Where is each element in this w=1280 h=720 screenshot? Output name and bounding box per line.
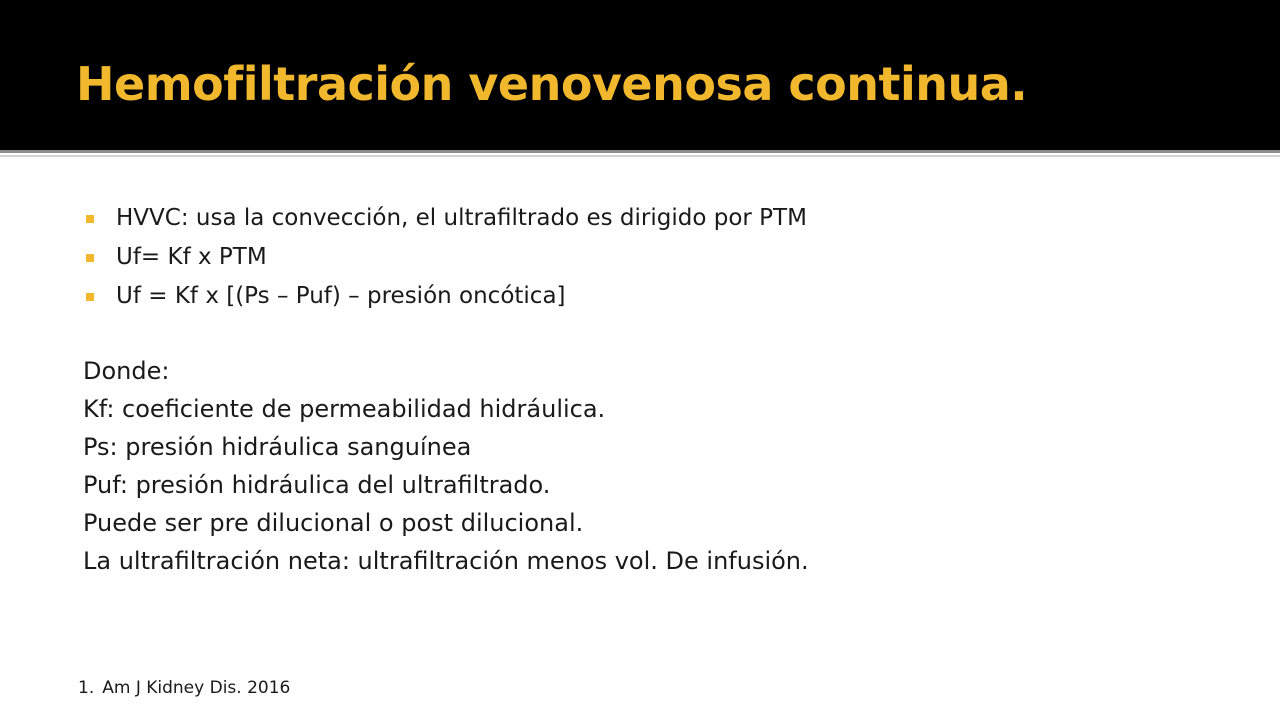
- square-bullet-icon: [86, 254, 94, 262]
- definitions-block: [83, 352, 809, 580]
- title-divider: [0, 150, 1280, 153]
- bullet-text: Uf = Kf x [(Ps – Puf) – presión oncótica]: [116, 283, 566, 309]
- dilution-note: Puede ser pre dilucional o post dilucional.: [83, 509, 584, 537]
- footnote-number: 1.: [78, 678, 95, 698]
- definition-puf: Puf: presión hidráulica del ultrafiltrado.: [83, 471, 551, 499]
- definition-kf: Kf: coeficiente de permeabilidad hidráulica.: [83, 395, 606, 423]
- definition-ps: Ps: presión hidráulica sanguínea: [83, 433, 472, 461]
- bullet-item: [84, 277, 807, 316]
- square-bullet-icon: [86, 215, 94, 223]
- square-bullet-icon: [86, 293, 94, 301]
- title-bar: [0, 0, 1280, 150]
- bullet-text: Uf= Kf x PTM: [116, 244, 267, 270]
- bullet-item: [84, 238, 807, 277]
- slide-title: Hemofiltración venovenosa continua.: [76, 57, 1028, 111]
- bullet-list: [84, 199, 807, 316]
- net-ultrafiltration-note: La ultrafiltración neta: ultrafiltración menos vol. De infusión.: [83, 547, 809, 575]
- definitions-heading: Donde:: [83, 357, 170, 385]
- reference-footnote: [78, 675, 290, 701]
- title-divider-shadow: [0, 155, 1280, 157]
- footnote-text: Am J Kidney Dis. 2016: [102, 678, 291, 698]
- bullet-text: HVVC: usa la convección, el ultrafiltrado es dirigido por PTM: [116, 205, 807, 231]
- bullet-item: [84, 199, 807, 238]
